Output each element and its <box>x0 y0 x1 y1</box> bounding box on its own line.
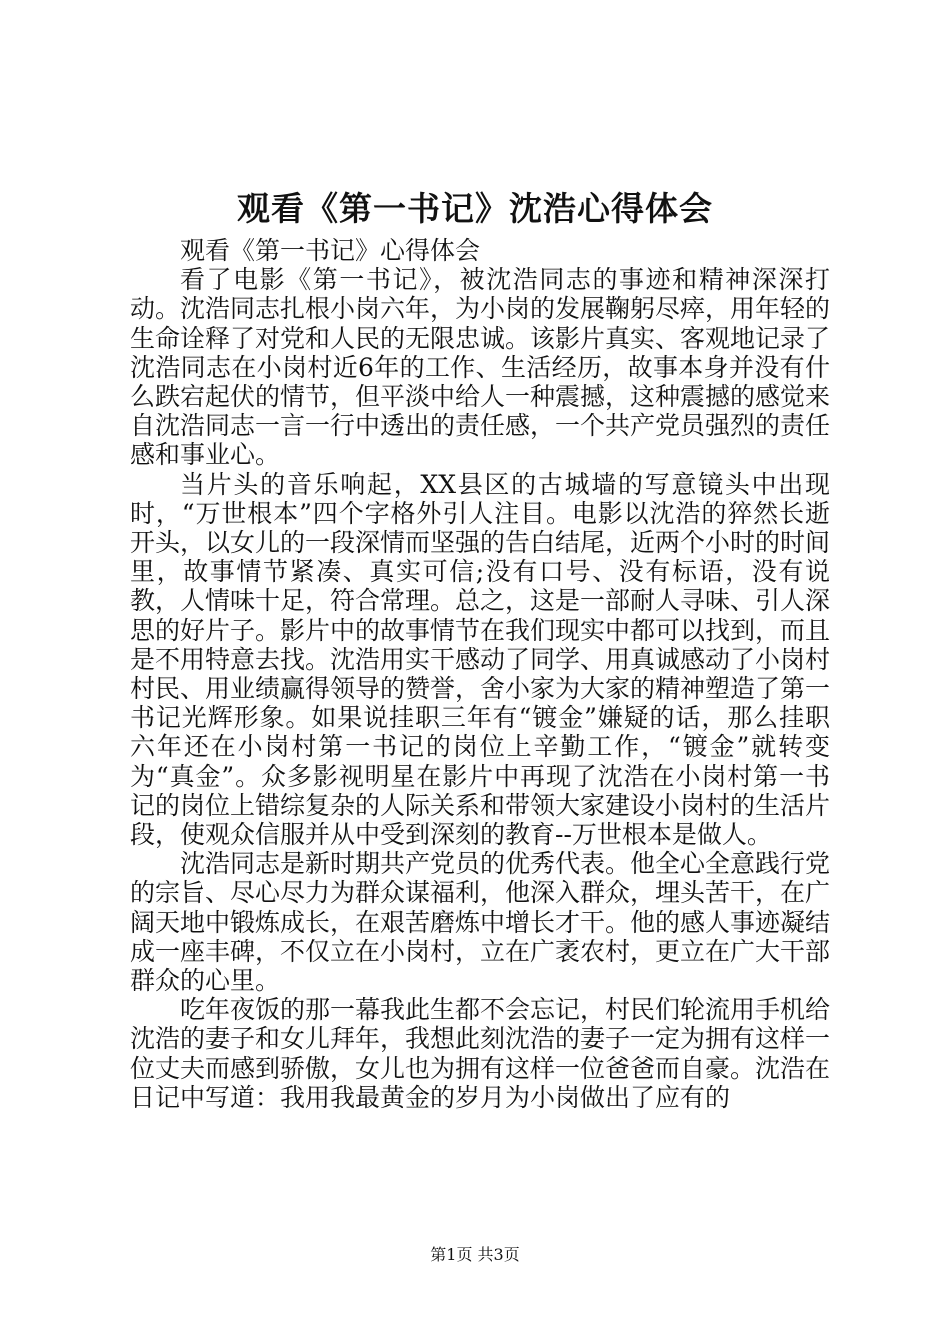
paragraph-4: 吃年夜饭的那一幕我此生都不会忘记，村民们轮流用手机给沈浩的妻子和女儿拜年，我想此刻沈浩的妻子一定为拥有这样一位丈夫而感到骄傲，女儿也为拥有这样一位爸爸而自豪。沈浩在日记中写道：我用我最黄金的岁月为小岗做出了应有的 <box>130 995 831 1112</box>
paragraph-2: 当片头的音乐响起，XX县区的古城墙的写意镜头中出现时，“万世根本”四个字格外引人注目。电影以沈浩的猝然长逝开头，以女儿的一段深情而坚强的告白结尾，近两个小时的时间里，故事情节紧凑、真实可信;没有口号、没有标语，没有说教，人情味十足，符合常理。总之，这是一部耐人寻味、引人深思的好片子。影片中的故事情节在我们现实中都可以找到，而且是不用特意去找。沈浩用实干感动了同学、用真诚感动了小岗村村民、用业绩赢得领导的赞誉，舍小家为大家的精神塑造了第一书记光辉形象。如果说挂职三年有“镀金”嫌疑的话，那么挂职六年还在小岗村第一书记的岗位上辛勤工作，“镀金”就转变为“真金”。众多影视明星在影片中再现了沈浩在小岗村第一书记的岗位上错综复杂的人际关系和带领大家建设小岗村的生活片段，使观众信服并从中受到深刻的教育--万世根本是做人。 <box>130 469 831 850</box>
document-title: 观看《第一书记》沈浩心得体会 <box>237 189 713 228</box>
document-subtitle: 观看《第一书记》心得体会 <box>180 236 481 265</box>
paragraph-3: 沈浩同志是新时期共产党员的优秀代表。他全心全意践行党的宗旨、尽心尽力为群众谋福利，他深入群众，埋头苦干，在广阔天地中锻炼成长，在艰苦磨炼中增长才干。他的感人事迹凝结成一座丰碑，不仅立在小岗村，立在广袤农村，更立在广大干部群众的心里。 <box>130 849 831 996</box>
page-footer: 第1页 共3页 <box>430 1245 520 1264</box>
document-body <box>130 236 830 1112</box>
paragraph-1: 看了电影《第一书记》，被沈浩同志的事迹和精神深深打动。沈浩同志扎根小岗六年，为小岗的发展鞠躬尽瘁，用年轻的生命诠释了对党和人民的无限忠诚。该影片真实、客观地记录了沈浩同志在小岗村近6年的工作、生活经历，故事本身并没有什么跌宕起伏的情节，但平淡中给人一种震撼，这种震撼的感觉来自沈浩同志一言一行中透出的责任感，一个共产党员强烈的责任感和事业心。 <box>130 265 831 470</box>
